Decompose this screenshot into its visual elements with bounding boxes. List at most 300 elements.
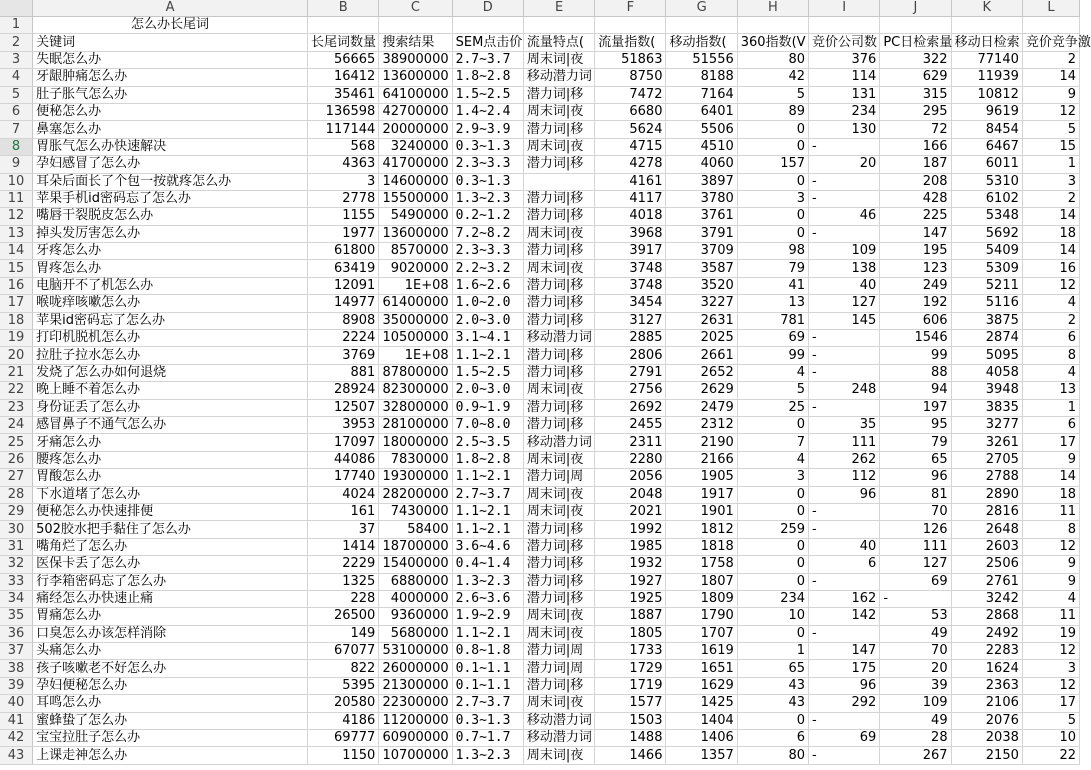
cell[interactable]: 3261 (951, 434, 1022, 451)
cell[interactable]: 6467 (951, 138, 1022, 155)
row-header[interactable]: 23 (0, 399, 33, 416)
cell[interactable]: 0.3~1.3 (452, 173, 523, 190)
cell[interactable]: 12 (1022, 643, 1079, 660)
cell[interactable]: 1733 (595, 643, 666, 660)
cell[interactable]: 0 (737, 225, 808, 242)
cell[interactable]: 2363 (951, 677, 1022, 694)
cell[interactable]: 147 (880, 225, 951, 242)
cell[interactable]: 2661 (666, 347, 737, 364)
cell[interactable]: 195 (880, 243, 951, 260)
cell[interactable]: 5309 (951, 260, 1022, 277)
cell[interactable]: 127 (809, 295, 880, 312)
cell[interactable]: 2 (1022, 51, 1079, 68)
cell[interactable]: 3709 (666, 243, 737, 260)
header-cell[interactable]: 360指数(V (737, 34, 808, 51)
cell[interactable]: 潜力词|移 (523, 243, 594, 260)
cell[interactable]: 79 (737, 260, 808, 277)
cell[interactable]: 8 (1022, 521, 1079, 538)
cell[interactable]: 潜力词|移 (523, 208, 594, 225)
cell[interactable]: 潜力词|移 (523, 190, 594, 207)
row-header[interactable]: 15 (0, 260, 33, 277)
cell[interactable]: 胃疼怎么办 (33, 260, 308, 277)
cell[interactable]: 20 (809, 156, 880, 173)
cell[interactable]: 鼻塞怎么办 (33, 121, 308, 138)
cell[interactable]: 12507 (308, 399, 379, 416)
cell[interactable]: 1488 (595, 730, 666, 747)
cell[interactable]: - (809, 364, 880, 381)
cell[interactable]: 潜力词|移 (523, 347, 594, 364)
header-cell[interactable]: 竞价公司数 (809, 34, 880, 51)
cell[interactable]: 1546 (880, 330, 951, 347)
cell[interactable]: 潜力词|移 (523, 295, 594, 312)
cell[interactable]: 4161 (595, 173, 666, 190)
cell[interactable]: 69777 (308, 730, 379, 747)
cell[interactable]: 2038 (951, 730, 1022, 747)
row-header[interactable]: 12 (0, 208, 33, 225)
header-cell[interactable]: 长尾词数量 (308, 34, 379, 51)
cell[interactable]: 1805 (595, 625, 666, 642)
cell[interactable]: 1.5~2.5 (452, 364, 523, 381)
cell[interactable]: 周末词|夜 (523, 260, 594, 277)
cell[interactable]: 3520 (666, 277, 737, 294)
cell[interactable]: 4018 (595, 208, 666, 225)
cell[interactable]: 移动潜力词 (523, 730, 594, 747)
cell[interactable]: 2025 (666, 330, 737, 347)
cell[interactable]: 1807 (666, 573, 737, 590)
cell[interactable]: 109 (809, 243, 880, 260)
cell[interactable]: 0 (737, 138, 808, 155)
cell[interactable]: 18 (1022, 225, 1079, 242)
cell[interactable]: 51556 (666, 51, 737, 68)
cell[interactable]: 9 (1022, 451, 1079, 468)
cell[interactable]: 2705 (951, 451, 1022, 468)
cell[interactable]: 6401 (666, 103, 737, 120)
cell[interactable]: 81 (880, 486, 951, 503)
cell[interactable]: 4 (1022, 590, 1079, 607)
select-all-corner[interactable] (0, 0, 33, 17)
cell[interactable]: 63419 (308, 260, 379, 277)
cell[interactable]: 5506 (666, 121, 737, 138)
cell[interactable]: 潜力词|移 (523, 86, 594, 103)
cell[interactable]: 3127 (595, 312, 666, 329)
cell[interactable]: 周末词|夜 (523, 103, 594, 120)
cell[interactable]: 1.3~2.3 (452, 747, 523, 764)
cell[interactable]: 1.4~2.4 (452, 103, 523, 120)
cell[interactable]: 1466 (595, 747, 666, 764)
cell[interactable]: 8454 (951, 121, 1022, 138)
cell[interactable]: 潜力词|周 (523, 660, 594, 677)
row-header[interactable]: 34 (0, 590, 33, 607)
cell[interactable]: 2229 (308, 556, 379, 573)
cell[interactable]: 15 (1022, 138, 1079, 155)
cell[interactable]: 1932 (595, 556, 666, 573)
cell[interactable]: 1.1~2.1 (452, 521, 523, 538)
header-cell[interactable]: 移动指数( (666, 34, 737, 51)
cell[interactable]: 6 (737, 730, 808, 747)
cell[interactable]: 0.4~1.4 (452, 556, 523, 573)
row-header[interactable]: 1 (0, 17, 33, 34)
cell[interactable]: 5680000 (379, 625, 452, 642)
cell[interactable]: 痛经怎么办快速止痛 (33, 590, 308, 607)
row-header[interactable]: 36 (0, 625, 33, 642)
cell[interactable]: 2.3~3.3 (452, 156, 523, 173)
cell[interactable]: 2190 (666, 434, 737, 451)
cell[interactable]: 28100000 (379, 416, 452, 433)
cell[interactable]: 28200000 (379, 486, 452, 503)
cell[interactable]: 9 (1022, 86, 1079, 103)
cell[interactable]: 2868 (951, 608, 1022, 625)
cell[interactable]: 5211 (951, 277, 1022, 294)
cell[interactable]: 8188 (666, 69, 737, 86)
cell[interactable]: 112 (809, 469, 880, 486)
cell[interactable]: 胃酸怎么办 (33, 469, 308, 486)
column-header[interactable]: D (452, 0, 523, 17)
row-header[interactable]: 39 (0, 677, 33, 694)
column-header[interactable]: H (737, 0, 808, 17)
row-header[interactable]: 43 (0, 747, 33, 764)
cell[interactable]: 2629 (666, 382, 737, 399)
cell[interactable]: 胃痛怎么办 (33, 608, 308, 625)
row-header[interactable]: 26 (0, 451, 33, 468)
cell[interactable]: 79 (880, 434, 951, 451)
cell[interactable]: 249 (880, 277, 951, 294)
cell[interactable]: 2506 (951, 556, 1022, 573)
cell[interactable]: 2455 (595, 416, 666, 433)
cell[interactable]: 109 (880, 695, 951, 712)
cell[interactable]: 2492 (951, 625, 1022, 642)
cell[interactable]: 69 (737, 330, 808, 347)
cell[interactable]: 10 (1022, 730, 1079, 747)
column-header[interactable]: L (1022, 0, 1079, 17)
cell[interactable]: 1901 (666, 503, 737, 520)
cell[interactable]: 117144 (308, 121, 379, 138)
cell[interactable]: 89 (737, 103, 808, 120)
cell[interactable]: 14 (1022, 208, 1079, 225)
cell[interactable]: 41 (737, 277, 808, 294)
cell[interactable]: 2312 (666, 416, 737, 433)
cell[interactable]: 1414 (308, 538, 379, 555)
cell[interactable]: 2076 (951, 712, 1022, 729)
header-cell[interactable]: 竞价竞争激 (1022, 34, 1079, 51)
cell[interactable]: 1 (1022, 399, 1079, 416)
cell[interactable]: 3 (737, 190, 808, 207)
cell[interactable]: 0 (737, 416, 808, 433)
cell[interactable]: 2778 (308, 190, 379, 207)
cell[interactable]: 13600000 (379, 69, 452, 86)
row-header[interactable]: 4 (0, 69, 33, 86)
cell[interactable]: 周末词|夜 (523, 486, 594, 503)
cell[interactable]: - (809, 503, 880, 520)
cell[interactable]: 248 (809, 382, 880, 399)
cell[interactable]: 9 (1022, 556, 1079, 573)
cell[interactable]: 2631 (666, 312, 737, 329)
cell[interactable]: 潜力词|移 (523, 416, 594, 433)
cell[interactable]: - (809, 399, 880, 416)
cell[interactable]: 2.2~3.2 (452, 260, 523, 277)
cell[interactable]: 142 (809, 608, 880, 625)
cell[interactable]: 262 (809, 451, 880, 468)
cell[interactable]: 1406 (666, 730, 737, 747)
cell[interactable]: 移动潜力词 (523, 330, 594, 347)
cell[interactable]: 96 (809, 677, 880, 694)
cell[interactable]: 96 (880, 469, 951, 486)
cell[interactable]: 嘴角烂了怎么办 (33, 538, 308, 555)
cell[interactable]: 11200000 (379, 712, 452, 729)
cell[interactable]: 87800000 (379, 364, 452, 381)
cell[interactable]: 64100000 (379, 86, 452, 103)
cell[interactable] (880, 17, 951, 34)
cell[interactable]: 1707 (666, 625, 737, 642)
cell[interactable]: 18000000 (379, 434, 452, 451)
cell[interactable]: 孕妇感冒了怎么办 (33, 156, 308, 173)
cell[interactable]: 197 (880, 399, 951, 416)
cell[interactable]: 周末词|夜 (523, 382, 594, 399)
cell[interactable]: 1.5~2.5 (452, 86, 523, 103)
cell[interactable]: 10500000 (379, 330, 452, 347)
cell[interactable]: 潜力词|移 (523, 156, 594, 173)
cell[interactable]: 4510 (666, 138, 737, 155)
cell[interactable]: 周末词|夜 (523, 503, 594, 520)
cell[interactable]: 8750 (595, 69, 666, 86)
cell[interactable]: 3 (737, 469, 808, 486)
cell[interactable]: 2.7~3.7 (452, 486, 523, 503)
cell[interactable]: 98 (737, 243, 808, 260)
cell[interactable]: 耳朵后面长了个包一按就疼怎么办 (33, 173, 308, 190)
cell[interactable]: 失眠怎么办 (33, 51, 308, 68)
cell[interactable]: 移动潜力词 (523, 69, 594, 86)
header-cell[interactable]: 关键词 (33, 34, 308, 51)
cell[interactable]: 头痛怎么办 (33, 643, 308, 660)
cell[interactable]: 2890 (951, 486, 1022, 503)
cell[interactable]: 61800 (308, 243, 379, 260)
cell[interactable]: 65 (737, 660, 808, 677)
cell[interactable]: 3.1~4.1 (452, 330, 523, 347)
cell[interactable]: 0 (737, 486, 808, 503)
cell[interactable]: 3769 (308, 347, 379, 364)
row-header[interactable]: 37 (0, 643, 33, 660)
cell[interactable]: 2.7~3.7 (452, 695, 523, 712)
cell[interactable]: 1.1~2.1 (452, 347, 523, 364)
column-header[interactable]: I (809, 0, 880, 17)
cell[interactable]: 0.3~1.3 (452, 712, 523, 729)
cell[interactable]: 2885 (595, 330, 666, 347)
cell[interactable]: 70 (880, 643, 951, 660)
cell[interactable]: 3.6~4.6 (452, 538, 523, 555)
cell[interactable]: 10700000 (379, 747, 452, 764)
cell[interactable]: 嘴唇干裂脱皮怎么办 (33, 208, 308, 225)
cell[interactable]: 潜力词|移 (523, 364, 594, 381)
cell[interactable]: 2.0~3.0 (452, 382, 523, 399)
cell[interactable]: 苹果手机id密码忘了怎么办 (33, 190, 308, 207)
row-header[interactable]: 22 (0, 382, 33, 399)
cell[interactable]: 移动潜力词 (523, 434, 594, 451)
cell[interactable]: 21300000 (379, 677, 452, 694)
cell[interactable]: 43 (737, 695, 808, 712)
cell[interactable]: 潜力词|移 (523, 556, 594, 573)
cell[interactable]: 0 (737, 208, 808, 225)
cell[interactable]: 下水道堵了怎么办 (33, 486, 308, 503)
cell[interactable]: 14 (1022, 69, 1079, 86)
title-cell[interactable]: 怎么办长尾词 (33, 17, 308, 34)
cell[interactable]: 42 (737, 69, 808, 86)
cell[interactable]: 234 (809, 103, 880, 120)
cell[interactable]: 136598 (308, 103, 379, 120)
cell[interactable]: 111 (880, 538, 951, 555)
cell[interactable]: 1.6~2.6 (452, 277, 523, 294)
cell[interactable]: 1.8~2.8 (452, 451, 523, 468)
row-header[interactable]: 5 (0, 86, 33, 103)
row-header[interactable]: 19 (0, 330, 33, 347)
cell[interactable]: 3227 (666, 295, 737, 312)
cell[interactable]: 潜力词|移 (523, 399, 594, 416)
row-header[interactable]: 30 (0, 521, 33, 538)
cell[interactable]: 2791 (595, 364, 666, 381)
cell[interactable] (523, 17, 594, 34)
cell[interactable]: 175 (809, 660, 880, 677)
cell[interactable]: 3242 (951, 590, 1022, 607)
cell[interactable]: 2 (1022, 312, 1079, 329)
cell[interactable]: 22300000 (379, 695, 452, 712)
cell[interactable]: 电脑开不了机怎么办 (33, 277, 308, 294)
cell[interactable]: 5310 (951, 173, 1022, 190)
cell[interactable] (737, 17, 808, 34)
cell[interactable]: 0.1~1.1 (452, 660, 523, 677)
cell[interactable]: 拉肚子拉水怎么办 (33, 347, 308, 364)
cell[interactable]: 3 (308, 173, 379, 190)
cell[interactable]: 0 (737, 121, 808, 138)
cell[interactable]: 70 (880, 503, 951, 520)
cell[interactable]: 3953 (308, 416, 379, 433)
cell[interactable]: 12 (1022, 538, 1079, 555)
cell[interactable]: 69 (880, 573, 951, 590)
cell[interactable]: 43 (737, 677, 808, 694)
cell[interactable]: 1.9~2.9 (452, 608, 523, 625)
cell[interactable]: 5395 (308, 677, 379, 694)
cell[interactable]: - (809, 190, 880, 207)
cell[interactable]: 1629 (666, 677, 737, 694)
cell[interactable]: 126 (880, 521, 951, 538)
cell[interactable]: 0.3~1.3 (452, 138, 523, 155)
cell[interactable]: 2021 (595, 503, 666, 520)
cell[interactable]: 潜力词|移 (523, 277, 594, 294)
cell[interactable]: 孕妇便秘怎么办 (33, 677, 308, 694)
cell[interactable] (595, 17, 666, 34)
cell[interactable]: 12 (1022, 277, 1079, 294)
cell[interactable]: 1905 (666, 469, 737, 486)
cell[interactable]: 2 (1022, 190, 1079, 207)
cell[interactable]: - (809, 521, 880, 538)
cell[interactable]: 喉咙痒咳嗽怎么办 (33, 295, 308, 312)
cell[interactable]: - (809, 712, 880, 729)
cell[interactable]: 147 (809, 643, 880, 660)
cell[interactable] (666, 17, 737, 34)
cell[interactable]: 0 (737, 556, 808, 573)
cell[interactable]: 周末词|夜 (523, 138, 594, 155)
cell[interactable]: 3748 (595, 277, 666, 294)
row-header[interactable]: 11 (0, 190, 33, 207)
cell[interactable]: 3791 (666, 225, 737, 242)
row-header[interactable]: 21 (0, 364, 33, 381)
cell[interactable]: 99 (737, 347, 808, 364)
row-header[interactable]: 32 (0, 556, 33, 573)
cell[interactable]: 781 (737, 312, 808, 329)
cell[interactable]: 17740 (308, 469, 379, 486)
cell[interactable]: 4363 (308, 156, 379, 173)
cell[interactable]: 7164 (666, 86, 737, 103)
row-header[interactable]: 28 (0, 486, 33, 503)
cell[interactable]: 医保卡丢了怎么办 (33, 556, 308, 573)
cell[interactable]: 9 (1022, 573, 1079, 590)
cell[interactable]: 67077 (308, 643, 379, 660)
cell[interactable]: 46 (809, 208, 880, 225)
cell[interactable]: 4278 (595, 156, 666, 173)
cell[interactable]: 1729 (595, 660, 666, 677)
cell[interactable]: 1.3~2.3 (452, 573, 523, 590)
cell[interactable]: - (809, 747, 880, 764)
cell[interactable]: 0.1~1.1 (452, 677, 523, 694)
cell[interactable]: 2.3~3.3 (452, 243, 523, 260)
cell[interactable]: 111 (809, 434, 880, 451)
cell[interactable]: 19 (1022, 625, 1079, 642)
cell[interactable]: 19300000 (379, 469, 452, 486)
cell[interactable]: 2.9~3.9 (452, 121, 523, 138)
cell[interactable]: 2283 (951, 643, 1022, 660)
cell[interactable]: 5692 (951, 225, 1022, 242)
cell[interactable]: 12091 (308, 277, 379, 294)
cell[interactable]: 4 (1022, 295, 1079, 312)
cell[interactable]: 潜力词|周 (523, 643, 594, 660)
cell[interactable]: 629 (880, 69, 951, 86)
cell[interactable]: 2280 (595, 451, 666, 468)
cell[interactable]: 11 (1022, 503, 1079, 520)
row-header[interactable]: 3 (0, 51, 33, 68)
cell[interactable]: 40 (809, 277, 880, 294)
cell[interactable]: 1155 (308, 208, 379, 225)
cell[interactable]: - (809, 625, 880, 642)
cell[interactable]: 1357 (666, 747, 737, 764)
cell[interactable]: 94 (880, 382, 951, 399)
cell[interactable]: 苹果id密码忘了怎么办 (33, 312, 308, 329)
cell[interactable]: 潜力词|移 (523, 121, 594, 138)
cell[interactable]: 61400000 (379, 295, 452, 312)
cell[interactable]: 56665 (308, 51, 379, 68)
cell[interactable]: 9619 (951, 103, 1022, 120)
cell[interactable]: 26500 (308, 608, 379, 625)
cell[interactable]: 14977 (308, 295, 379, 312)
header-cell[interactable]: 移动日检索 (951, 34, 1022, 51)
cell[interactable]: 3 (1022, 660, 1079, 677)
cell[interactable]: 6680 (595, 103, 666, 120)
cell[interactable]: 1503 (595, 712, 666, 729)
cell[interactable]: 1790 (666, 608, 737, 625)
cell[interactable]: 周末词|夜 (523, 747, 594, 764)
cell[interactable]: 99 (880, 347, 951, 364)
cell[interactable]: 7 (737, 434, 808, 451)
cell[interactable]: 7.2~8.2 (452, 225, 523, 242)
cell[interactable]: - (809, 138, 880, 155)
cell[interactable]: 1.0~2.0 (452, 295, 523, 312)
row-header[interactable]: 8 (0, 138, 33, 155)
cell[interactable]: 1 (1022, 156, 1079, 173)
cell[interactable]: 0 (737, 573, 808, 590)
row-header[interactable]: 33 (0, 573, 33, 590)
cell[interactable]: 130 (809, 121, 880, 138)
cell[interactable]: 5095 (951, 347, 1022, 364)
cell[interactable]: - (809, 330, 880, 347)
cell[interactable]: 208 (880, 173, 951, 190)
cell[interactable]: 428 (880, 190, 951, 207)
cell[interactable]: 6 (809, 556, 880, 573)
